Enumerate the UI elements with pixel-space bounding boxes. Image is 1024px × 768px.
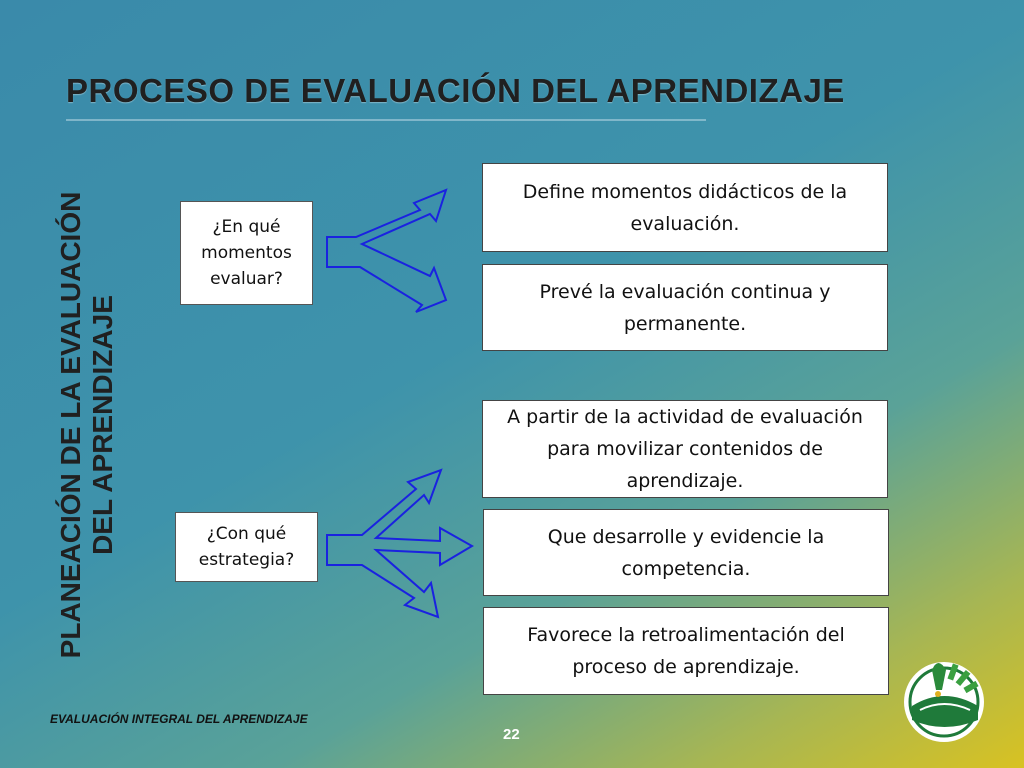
slide-title: PROCESO DE EVALUACIÓN DEL APRENDIZAJE xyxy=(66,72,845,109)
answer-box-3: A partir de la actividad de evaluación para movilizar contenidos de aprendizaje. xyxy=(482,400,888,498)
side-label-line-2: DEL APRENDIZAJE xyxy=(87,295,118,555)
forked-arrow-icon xyxy=(327,190,446,312)
answer-box-2: Prevé la evaluación continua y permanente. xyxy=(482,264,888,351)
footer-text: EVALUACIÓN INTEGRAL DEL APRENDIZAJE xyxy=(50,712,308,726)
logo-icon xyxy=(898,650,994,742)
forked-arrow-icon xyxy=(327,470,472,617)
side-label-line-1: PLANEACIÓN DE LA EVALUACIÓN xyxy=(55,191,86,659)
answer-box-1: Define momentos didácticos de la evaluación. xyxy=(482,163,888,252)
page-number: 22 xyxy=(503,726,520,743)
question-box-moments: ¿En qué momentos evaluar? xyxy=(180,201,313,305)
question-box-strategy: ¿Con qué estrategia? xyxy=(175,512,318,582)
answer-box-4: Que desarrolle y evidencie la competencia. xyxy=(483,509,889,596)
answer-box-5: Favorece la retroalimentación del proceso de aprendizaje. xyxy=(483,607,889,695)
